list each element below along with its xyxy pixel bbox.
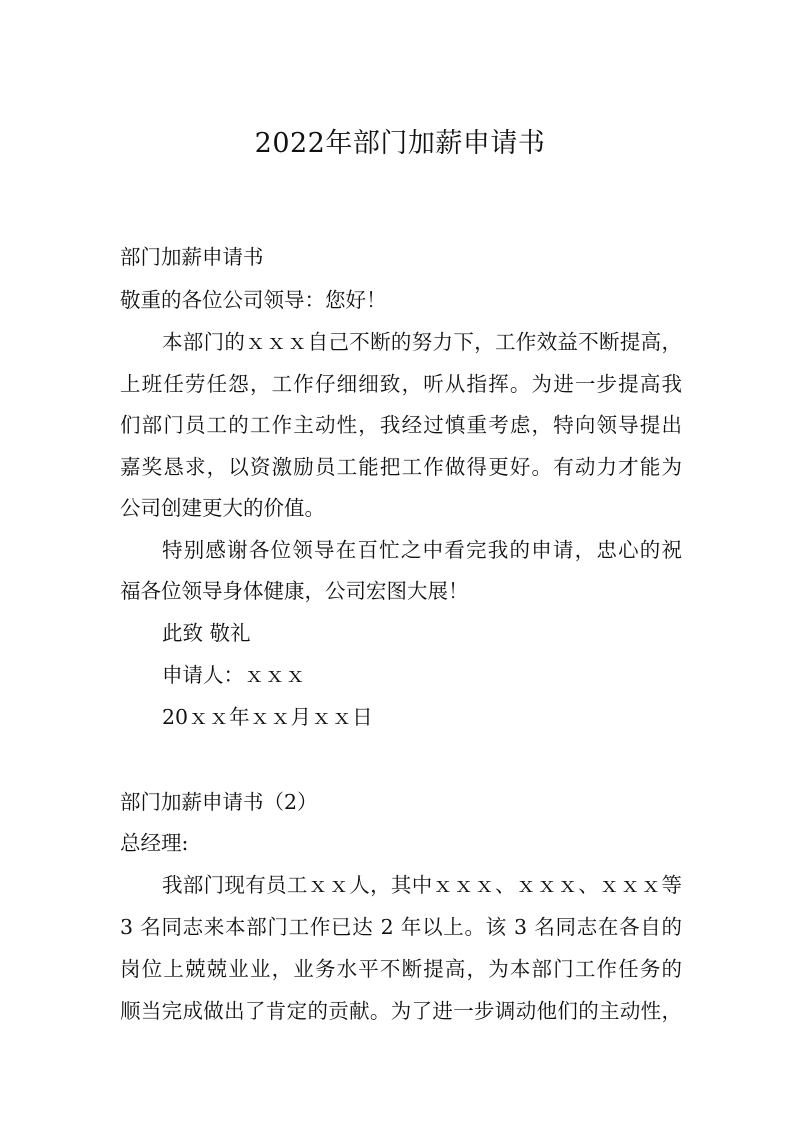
letter2-heading: 部门加薪申请书（2） bbox=[120, 790, 318, 814]
letter1-applicant: 申请人：ｘｘｘ bbox=[162, 663, 306, 687]
letter1-closing: 此致 敬礼 bbox=[162, 621, 251, 645]
letter2-para1-line: 3 名同志来本部门工作已达 2 年以上。该 3 名同志在各自的 bbox=[120, 915, 682, 939]
letter1-para1-line: 本部门的ｘｘｘ自己不断的努力下，工作效益不断提高， bbox=[162, 330, 682, 354]
letter1-date: 20ｘｘ年ｘｘ月ｘｘ日 bbox=[162, 705, 373, 729]
letter1-salutation: 敬重的各位公司领导：您好！ bbox=[120, 288, 387, 312]
letter1-para1-line: 上班任劳任怨，工作仔细细致，听从指挥。为进一步提高我 bbox=[120, 372, 682, 396]
letter2-para1-line: 岗位上兢兢业业，业务水平不断提高，为本部门工作任务的 bbox=[120, 957, 682, 981]
document-title: 2022年部门加薪申请书 bbox=[254, 128, 546, 159]
letter1-para1-line: 嘉奖恳求，以资激励员工能把工作做得更好。有动力才能为 bbox=[120, 455, 682, 479]
letter2-para1-line: 顺当完成做出了肯定的贡献。为了进一步调动他们的主动性， bbox=[120, 999, 682, 1023]
letter2-para1-line: 我部门现有员工ｘｘ人，其中ｘｘｘ、ｘｘｘ、ｘｘｘ等 bbox=[162, 873, 682, 897]
letter1-para1-line: 公司创建更大的价值。 bbox=[120, 496, 325, 520]
letter2-salutation: 总经理: bbox=[120, 831, 189, 855]
letter1-para2-line: 福各位领导身体健康，公司宏图大展！ bbox=[120, 579, 469, 603]
letter1-para1-line: 们部门员工的工作主动性，我经过慎重考虑，特向领导提出 bbox=[120, 413, 682, 437]
letter1-heading: 部门加薪申请书 bbox=[120, 245, 264, 269]
letter1-para2-line: 特别感谢各位领导在百忙之中看完我的申请，忠心的祝 bbox=[162, 538, 682, 562]
